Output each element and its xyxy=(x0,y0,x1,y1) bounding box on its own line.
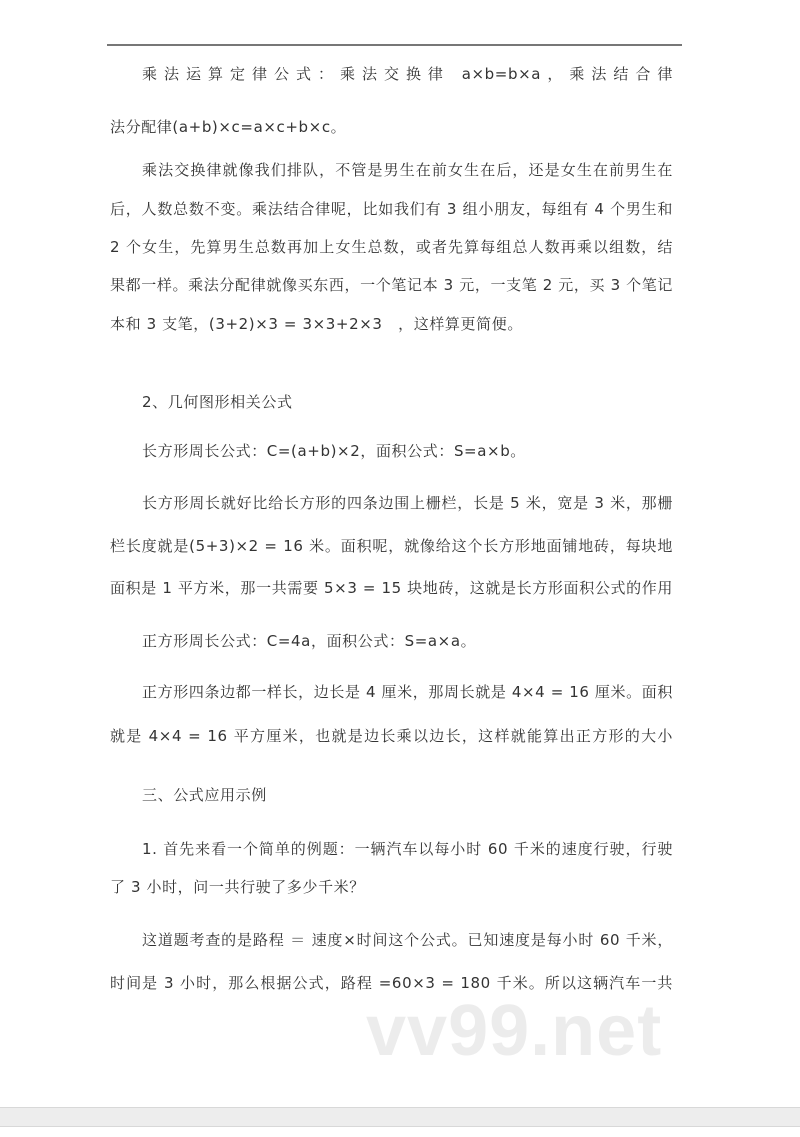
text-line: 后，人数总数不变。乘法结合律呢，比如我们有 3 组小朋友，每组有 4 个男生和 xyxy=(110,200,673,218)
text-line: 长方形周长就好比给长方形的四条边围上栅栏，长是 5 米，宽是 3 米，那栅 xyxy=(142,494,673,512)
text-line: 时间是 3 小时，那么根据公式，路程 =60×3 = 180 千米。所以这辆汽车一共 xyxy=(110,974,673,992)
text-line: 栏长度就是(5+3)×2 = 16 米。面积呢，就像给这个长方形地面铺地砖，每块地 xyxy=(110,537,673,555)
page-separator xyxy=(0,1107,800,1127)
section-heading: 三、公式应用示例 xyxy=(142,786,267,804)
text-line: 乘法运算定律公式：乘法交换律 a×b=b×a，乘法结合律 xyxy=(142,65,673,83)
text-line: 面积是 1 平方米，那一共需要 5×3 = 15 块地砖，这就是长方形面积公式的作用 xyxy=(110,579,673,597)
watermark: vv99.net xyxy=(366,991,663,1071)
text-line: 长方形周长公式：C=(a+b)×2，面积公式：S=a×b。 xyxy=(142,442,526,460)
text-line: 法分配律(a+b)×c=a×c+b×c。 xyxy=(110,118,347,136)
text-line: 这道题考查的是路程 ＝ 速度×时间这个公式。已知速度是每小时 60 千米， xyxy=(142,931,673,949)
text-line: 2 个女生，先算男生总数再加上女生总数，或者先算每组总人数再乘以组数，结 xyxy=(110,238,673,256)
text-line: 就是 4×4 = 16 平方厘米，也就是边长乘以边长，这样就能算出正方形的大小 xyxy=(110,727,673,745)
text-line: 正方形周长公式：C=4a，面积公式：S=a×a。 xyxy=(142,632,477,650)
header-rule xyxy=(107,44,682,46)
text-line: 果都一样。乘法分配律就像买东西，一个笔记本 3 元，一支笔 2 元，买 3 个笔记 xyxy=(110,276,673,294)
section-heading: 2、几何图形相关公式 xyxy=(142,393,293,411)
text-line: 正方形四条边都一样长，边长是 4 厘米，那周长就是 4×4 = 16 厘米。面积 xyxy=(142,683,673,701)
text-line: 本和 3 支笔，(3+2)×3 = 3×3+2×3 ，这样算更简便。 xyxy=(110,315,523,333)
text-line: 了 3 小时，问一共行驶了多少千米？ xyxy=(110,878,365,896)
text-line: 乘法交换律就像我们排队，不管是男生在前女生在后，还是女生在前男生在 xyxy=(142,161,673,179)
text-line: 1. 首先来看一个简单的例题：一辆汽车以每小时 60 千米的速度行驶，行驶 xyxy=(142,840,673,858)
